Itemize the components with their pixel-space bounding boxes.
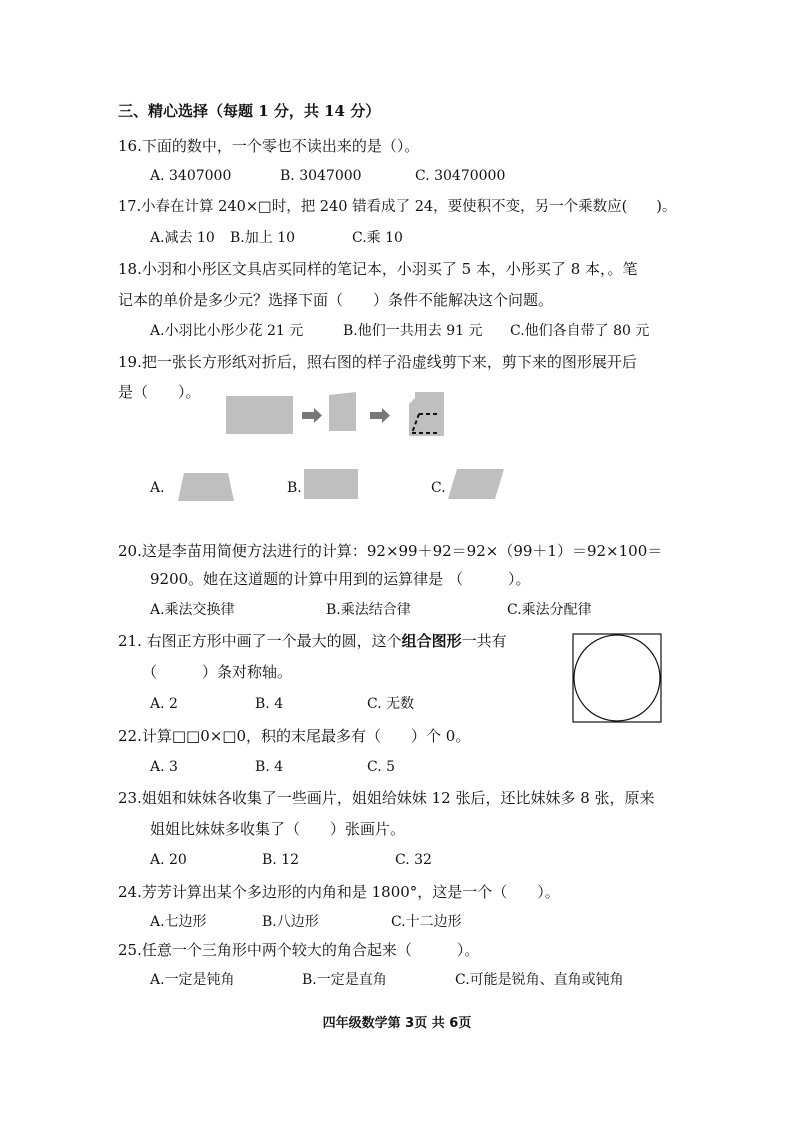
arrow-right-icon [302, 408, 322, 423]
question-19-line2: 是（ ）。 [118, 383, 201, 401]
q19-option-c: C. [431, 480, 446, 496]
q21-text-bold: 组合图形 [401, 632, 462, 650]
question-16: 16.下面的数中，一个零也不读出来的是（）。 [118, 137, 420, 155]
circle-shape [574, 635, 660, 721]
q23-option-a: A. 20 [150, 852, 187, 868]
q25-option-c: C.可能是锐角、直角或钝角 [455, 972, 624, 988]
q16-option-c: C. 30470000 [415, 168, 506, 184]
q20-option-a: A.乘法交换律 [150, 602, 235, 618]
q21-text-a: 21. 右图正方形中画了一个最大的圆，这个 [118, 632, 402, 650]
question-20-line1: 20.这是李苗用简便方法进行的计算：92×99＋92＝92×（99＋1）＝92×100＝ [118, 542, 663, 560]
question-18-line1: 18.小羽和小彤区文具店买同样的笔记本，小羽买了 5 本，小彤买了 8 本，。笔 [118, 260, 638, 278]
section-title: 三、精心选择（每题 1 分，共 14 分） [118, 102, 381, 120]
question-22: 22.计算□□0×□0，积的末尾最多有（ ）个 0。 [118, 727, 471, 745]
trapezoid-shape [176, 471, 236, 503]
fold-cut-diagram [222, 392, 452, 442]
q19-option-b: B. [287, 480, 302, 496]
page-footer: 四年级数学第 3页 共 6页 [322, 1016, 472, 1031]
q22-option-b: B. 4 [255, 759, 284, 775]
q24-option-a: A.七边形 [150, 914, 207, 930]
q16-option-a: A. 3407000 [150, 168, 232, 184]
q21-option-b: B. 4 [255, 696, 284, 712]
question-17: 17.小春在计算 240×□时，把 240 错看成了 24，要使积不变，另一个乘数应( )。 [118, 199, 677, 215]
q20-option-b: B.乘法结合律 [326, 602, 411, 618]
arrow-right-icon [370, 408, 390, 423]
q16-option-b: B. 3047000 [280, 168, 362, 184]
q18-option-c: C.他们各自带了 80 元 [510, 323, 650, 339]
parallelogram-shape [447, 468, 505, 500]
question-21-line2: （ ）条对称轴。 [142, 663, 293, 681]
question-19-line1: 19.把一张长方形纸对折后，照右图的样子沿虚线剪下来，剪下来的图形展开后 [118, 353, 637, 371]
q20-option-c: C.乘法分配律 [507, 602, 592, 618]
q22-option-a: A. 3 [150, 759, 178, 775]
q17-option-b: B.加上 10 [230, 230, 296, 246]
q22-option-c: C. 5 [367, 759, 396, 775]
question-23-line2: 姐姐比妹妹多收集了（ ）张画片。 [150, 820, 406, 838]
q18-option-b: B.他们一共用去 91 元 [343, 323, 483, 339]
q25-option-a: A.一定是钝角 [150, 972, 235, 988]
q18-option-a: A.小羽比小彤少花 21 元 [150, 323, 304, 339]
q21-text-c: 一共有 [461, 632, 507, 650]
q21-option-c: C. 无数 [367, 696, 415, 712]
question-20-line2: 9200。她在这道题的计算中用到的运算律是 （ ）。 [150, 570, 531, 588]
q21-option-a: A. 2 [150, 696, 178, 712]
square-with-circle-figure [572, 633, 662, 723]
question-23-line1: 23.姐姐和妹妹各收集了一些画片，姐姐给妹妹 12 张后，还比妹妹多 8 张，原来 [118, 789, 655, 807]
question-18-line2: 记本的单价是多少元？选择下面（ ）条件不能解决这个问题。 [118, 291, 554, 309]
q23-option-c: C. 32 [395, 852, 432, 868]
question-24: 24.芳芳计算出某个多边形的内角和是 1800°，这是一个（ ）。 [118, 883, 560, 901]
q17-option-a: A.减去 10 [150, 230, 215, 246]
q24-option-c: C.十二边形 [391, 914, 462, 930]
q19-option-a: A. [150, 480, 165, 496]
q25-option-b: B.一定是直角 [302, 972, 387, 988]
rectangle-shape [303, 468, 359, 500]
q17-option-c: C.乘 10 [352, 230, 403, 246]
paper-rectangle [226, 396, 293, 434]
folded-paper [329, 392, 356, 431]
q23-option-b: B. 12 [262, 852, 300, 868]
question-21-line1 [118, 631, 507, 651]
question-25: 25.任意一个三角形中两个较大的角合起来（ ）。 [118, 941, 480, 959]
q24-option-b: B.八边形 [262, 914, 319, 930]
